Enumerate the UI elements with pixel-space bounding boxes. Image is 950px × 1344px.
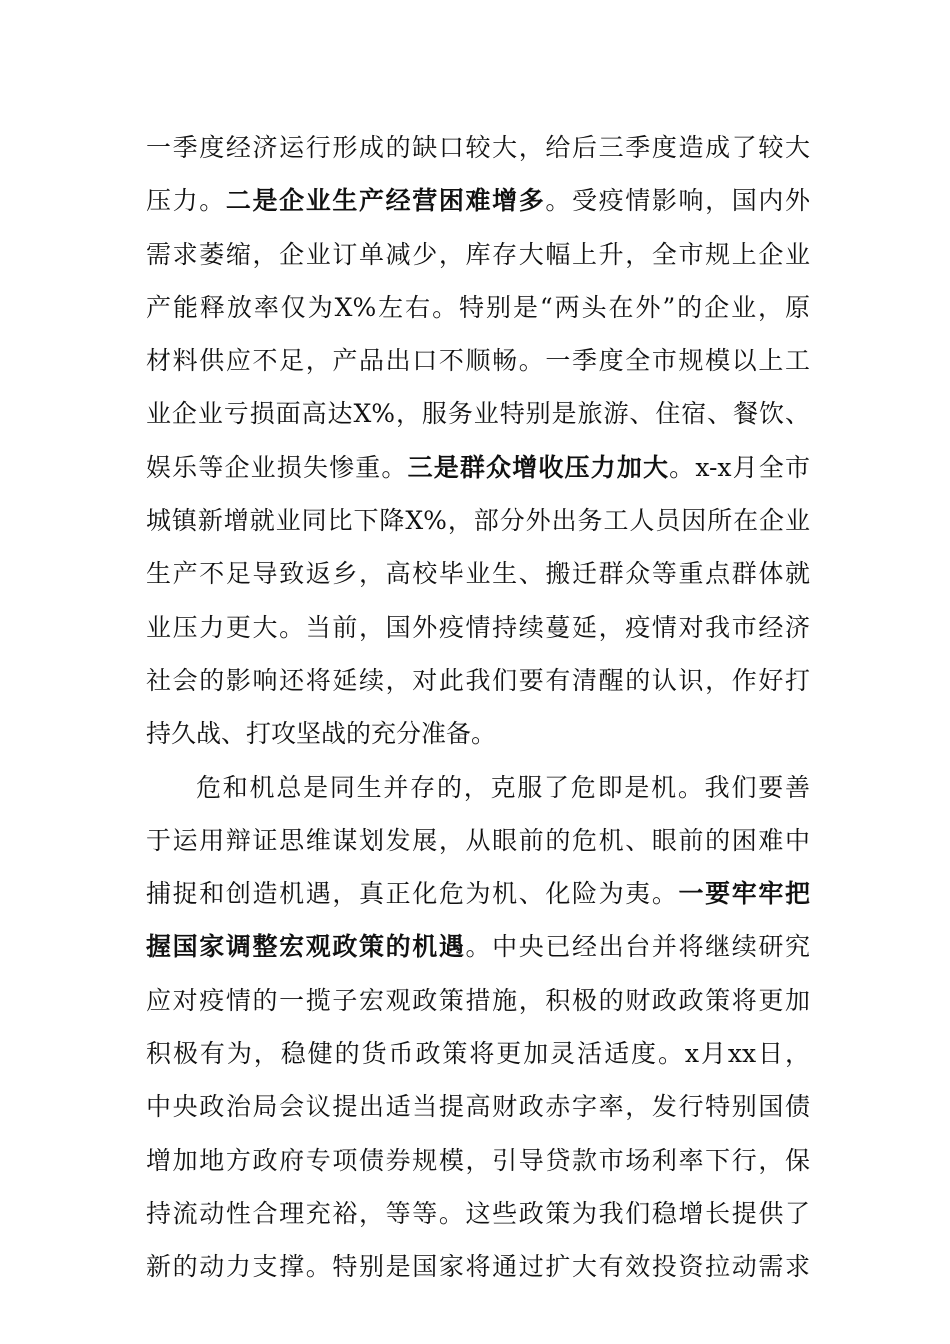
text-line (146, 1027, 810, 1080)
body-text-segment: 中央政治局会议提出适当提高财政赤字率，发行特别国债 (146, 1092, 810, 1122)
text-line (146, 654, 810, 707)
body-text-segment: 积极有为，稳健的货币政策将更加灵活适度。x月xx日， (146, 1039, 810, 1069)
text-line (146, 1187, 810, 1240)
body-text-segment: 新的动力支撑。特别是国家将通过扩大有效投资拉动需求 (146, 1252, 810, 1282)
bold-heading-text: 二是企业生产经营困难增多 (225, 186, 546, 216)
body-text-segment: 生产不足导致返乡，高校毕业生、搬迁群众等重点群体就 (146, 559, 810, 589)
body-text-segment: 社会的影响还将延续，对此我们要有清醒的认识，作好打 (146, 665, 810, 695)
text-line (146, 547, 810, 600)
body-text-segment: 城镇新增就业同比下降X%，部分外出务工人员因所在企业 (146, 506, 810, 536)
body-text-segment: 需求萎缩，企业订单减少，库存大幅上升，全市规上企业 (146, 239, 810, 269)
text-line (146, 1240, 810, 1293)
body-text-segment: 一季度经济运行形成的缺口较大，给后三季度造成了较大 (146, 133, 810, 162)
text-line (146, 814, 810, 867)
body-text-segment: 材料供应不足，产品出口不顺畅。一季度全市规模以上工 (146, 346, 810, 376)
text-line (146, 174, 810, 227)
body-text-segment: 于运用辩证思维谋划发展，从眼前的危机、眼前的困难中 (146, 825, 810, 855)
text-line (146, 761, 810, 814)
body-text-segment: 持久战、打攻坚战的充分准备。 (146, 719, 497, 749)
body-text-segment: 业压力更大。当前，国外疫情持续蔓延，疫情对我市经济 (146, 612, 810, 642)
text-line (146, 1080, 810, 1133)
body-text-segment: 。受疫情影响，国内外 (545, 186, 810, 216)
body-text-segment: 应对疫情的一揽子宏观政策措施，积极的财政政策将更加 (146, 985, 810, 1015)
text-line (146, 867, 810, 920)
text-line (146, 281, 810, 334)
body-text-segment: 娱乐等企业损失惨重。 (146, 452, 408, 482)
text-line (146, 974, 810, 1027)
text-line (146, 601, 810, 654)
body-text-segment: 产能释放率仅为X%左右。特别是“两头在外”的企业，原 (146, 292, 810, 322)
body-text-segment: 压力。 (146, 186, 226, 216)
body-text-segment: 捕捉和创造机遇，真正化危为机、化险为夷。 (146, 879, 679, 909)
body-text-segment: 持流动性合理充裕，等等。这些政策为我们稳增长提供了 (146, 1198, 810, 1228)
body-text-segment: 。x-x月全市 (669, 452, 810, 482)
text-line (146, 121, 810, 174)
text-line (146, 334, 810, 387)
body-text (146, 121, 810, 1294)
body-text-segment: 危和机总是同生并存的，克服了危即是机。我们要善 (196, 772, 810, 802)
text-line (146, 920, 810, 973)
bold-heading-text: 握国家调整宏观政策的机遇 (146, 932, 466, 962)
bold-heading-text: 一要牢牢把 (678, 879, 810, 909)
bold-heading-text: 三是群众增收压力加大 (407, 452, 670, 482)
text-line (146, 228, 810, 281)
text-line (146, 441, 810, 494)
text-line (146, 1134, 810, 1187)
text-line (146, 387, 810, 440)
text-line (146, 494, 810, 547)
body-text-segment: 增加地方政府专项债券规模，引导贷款市场利率下行，保 (146, 1145, 810, 1175)
text-line (146, 707, 810, 760)
body-text-segment: 业企业亏损面高达X%，服务业特别是旅游、住宿、餐饮、 (146, 399, 810, 429)
body-text-segment: 。中央已经出台并将继续研究 (465, 932, 810, 962)
